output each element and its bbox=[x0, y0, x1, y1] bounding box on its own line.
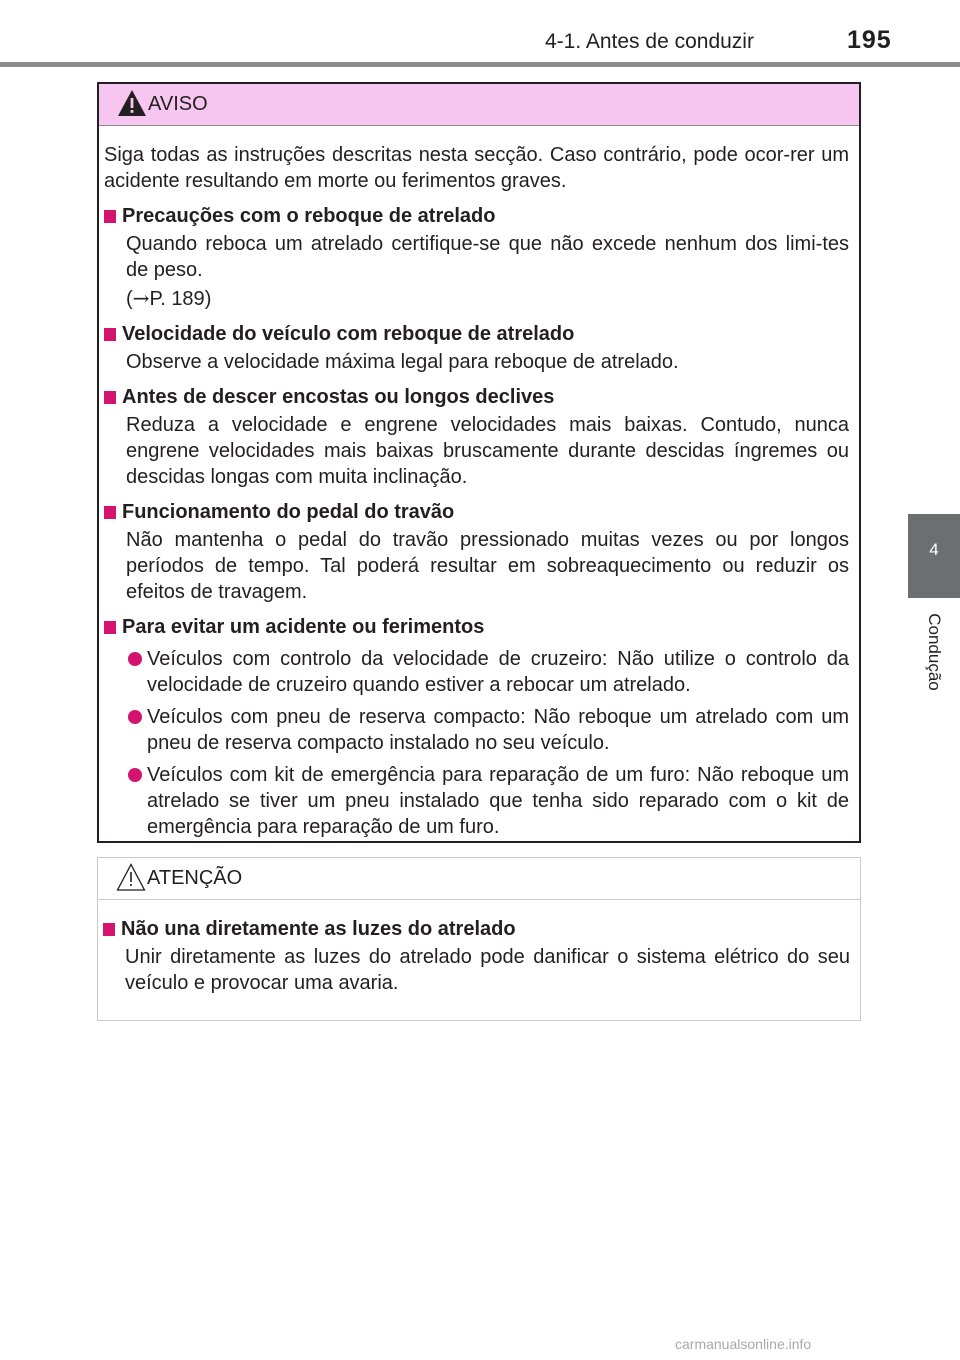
watermark: carmanualsonline.info bbox=[675, 1336, 812, 1352]
section-text: Quando reboca um atrelado certifique-se que não excede nenhum dos limi-tes de peso. bbox=[126, 233, 849, 281]
circle-bullet-icon bbox=[128, 652, 142, 666]
warning-box-header bbox=[99, 84, 859, 126]
caution-box-header bbox=[98, 858, 860, 900]
section-heading: Precauções com o reboque de atrelado bbox=[104, 203, 849, 229]
section-heading: Para evitar um acidente ou ferimentos bbox=[104, 614, 849, 640]
chapter-tab bbox=[908, 514, 960, 598]
square-bullet-icon bbox=[103, 923, 115, 936]
square-bullet-icon bbox=[104, 328, 116, 341]
caution-triangle-icon bbox=[116, 863, 146, 891]
chapter-label: Condução bbox=[925, 613, 944, 691]
chapter-number: 4 bbox=[929, 540, 939, 559]
page-reference: (→P. 189) bbox=[126, 286, 212, 310]
section-title: 4-1. Antes de conduzir bbox=[545, 30, 754, 53]
caution-body bbox=[98, 900, 860, 996]
square-bullet-icon bbox=[104, 391, 116, 404]
section-text: Não mantenha o pedal do travão pressionado muitas vezes ou por longos períodos de tempo. Tal poderá resultar em sobreaquecimento ou reduzir os efeitos de travagem. bbox=[126, 529, 849, 603]
caution-box bbox=[97, 857, 861, 1021]
circle-bullet-icon bbox=[128, 768, 142, 782]
page-number: 195 bbox=[847, 26, 892, 54]
list-item: Veículos com controlo da velocidade de cruzeiro: Não utilize o controlo da velocidade de cruzeiro quando estiver a rebocar um atrelado. bbox=[104, 646, 849, 698]
arrow-icon: → bbox=[132, 286, 150, 310]
warning-title: AVISO bbox=[148, 93, 208, 115]
warning-intro: Siga todas as instruções descritas nesta secção. Caso contrário, pode ocor-rer um acidente resultando em morte ou ferimentos graves. bbox=[104, 144, 849, 192]
square-bullet-icon bbox=[104, 210, 116, 223]
section-text: Unir diretamente as luzes do atrelado pode danificar o sistema elétrico do seu veículo e provocar uma avaria. bbox=[125, 946, 850, 994]
section-text: Observe a velocidade máxima legal para reboque de atrelado. bbox=[126, 351, 679, 373]
square-bullet-icon bbox=[104, 506, 116, 519]
header-rule bbox=[0, 62, 960, 67]
square-bullet-icon bbox=[104, 621, 116, 634]
caution-title: ATENÇÃO bbox=[147, 867, 243, 889]
section-heading: Velocidade do veículo com reboque de atrelado bbox=[104, 321, 849, 347]
warning-box bbox=[97, 82, 861, 843]
list-item: Veículos com kit de emergência para reparação de um furo: Não reboque um atrelado se tiver um pneu instalado que tenha sido reparado com o kit de emergência para reparação de um furo. bbox=[104, 762, 849, 840]
section-heading: Não una diretamente as luzes do atrelado bbox=[103, 916, 850, 942]
circle-bullet-icon bbox=[128, 710, 142, 724]
section-text: Reduza a velocidade e engrene velocidades mais baixas. Contudo, nunca engrene velocidades mais baixas bruscamente durante descidas íngremes ou descidas longas com muita inclinação. bbox=[126, 414, 849, 488]
list-item: Veículos com pneu de reserva compacto: Não reboque um atrelado com um pneu de reserva compacto instalado no seu veículo. bbox=[104, 704, 849, 756]
warning-body bbox=[99, 126, 859, 840]
warning-triangle-icon bbox=[117, 89, 147, 117]
section-heading: Funcionamento do pedal do travão bbox=[104, 499, 849, 525]
section-heading: Antes de descer encostas ou longos declives bbox=[104, 384, 849, 410]
